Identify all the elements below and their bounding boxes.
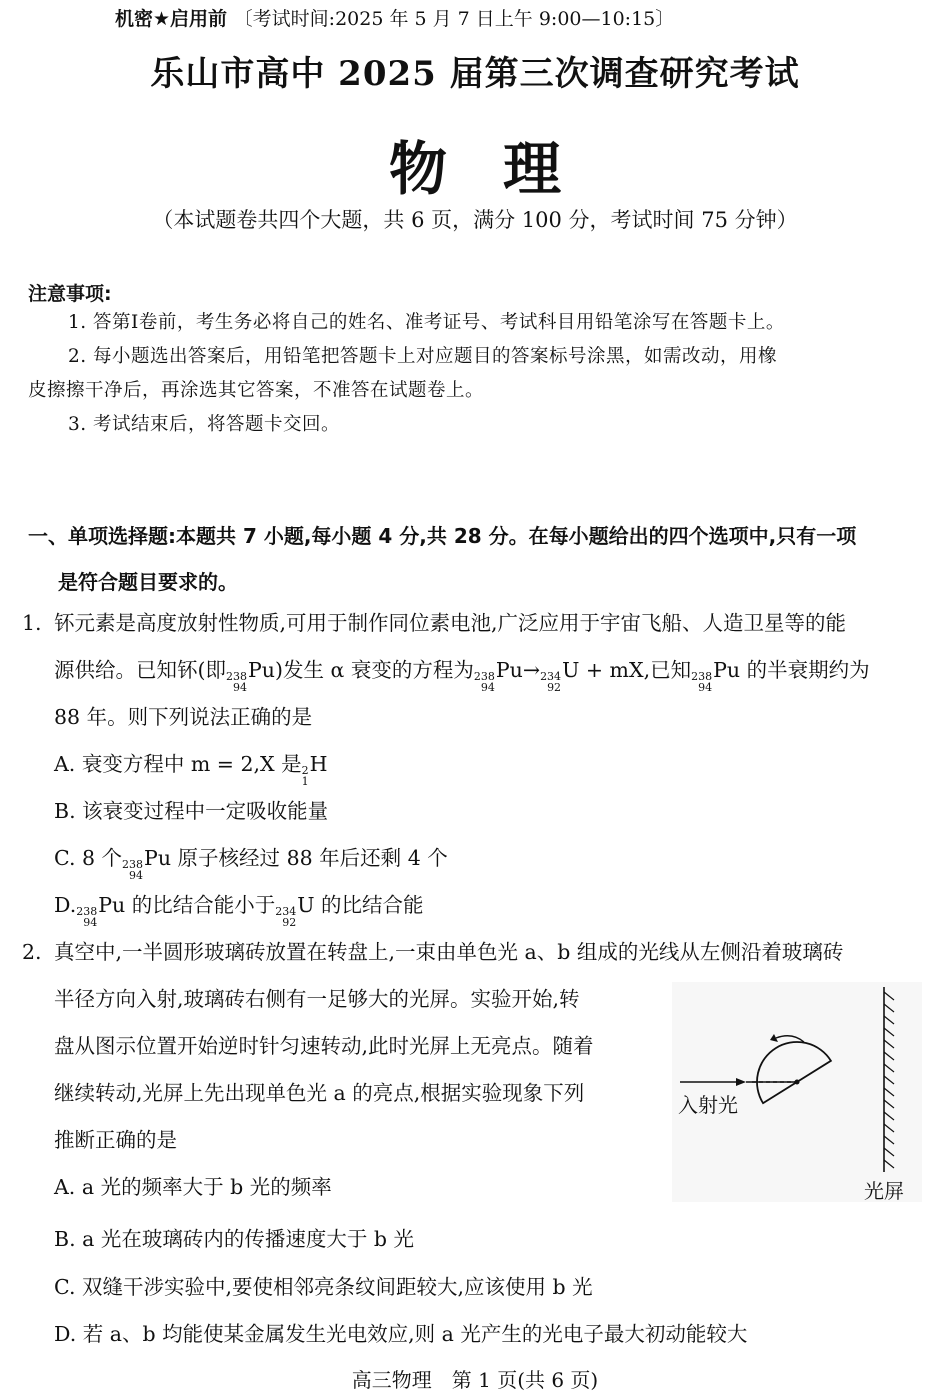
- section-heading: [28, 513, 928, 605]
- q1-line2: [54, 647, 870, 694]
- q1-text-part: Pu 的半衰期约为: [713, 658, 870, 682]
- pu-mass: 238: [473, 670, 495, 683]
- q1-option-a-symbol: H: [309, 752, 328, 776]
- pu-nuclide: [122, 835, 144, 882]
- pu-z: 94: [233, 681, 247, 694]
- note-item-3: 3. 考试结束后，将答题卡交回。: [68, 414, 341, 435]
- screen-hatching: [884, 992, 894, 1168]
- confidential-mark: [115, 4, 674, 31]
- h-z: 1: [301, 775, 309, 788]
- rotation-arrow-icon: [776, 1036, 804, 1042]
- q1-option-a: [54, 741, 328, 788]
- note-item-1: 1. 答第Ⅰ卷前，考生务必将自己的姓名、准考证号、考试科目用铅笔涂写在答题卡上。: [68, 312, 785, 333]
- u-z: 92: [282, 916, 297, 929]
- q2-line5: 推断正确的是: [54, 1128, 177, 1152]
- note-item-2-cont: 皮擦擦干净后，再涂选其它答案，不准答在试题卷上。: [28, 380, 485, 401]
- q2-line1: 真空中,一半圆形玻璃砖放置在转盘上,一束由单色光 a、b 组成的光线从左侧沿着玻璃砖: [54, 940, 844, 964]
- section-heading-line2: 是符合题目要求的。: [58, 570, 238, 594]
- q1-number: 1.: [22, 611, 42, 635]
- q1-option-c-text: Pu 原子核经过 88 年后还剩 4 个: [144, 846, 448, 870]
- q2-line2: 半径方向入射,玻璃砖右侧有一足够大的光屏。实验开始,转: [54, 987, 580, 1011]
- u-z: 92: [547, 681, 562, 694]
- section-heading-line1: 一、单项选择题:本题共 7 小题,每小题 4 分,共 28 分。在每小题给出的四个选项中,只有一项: [28, 524, 857, 548]
- pu-nuclide: [226, 647, 248, 694]
- q1-text-part: Pu→: [495, 658, 541, 682]
- q1-text-part: Pu)发生 α 衰变的方程为: [248, 658, 474, 682]
- q2-option-c: C. 双缝干涉实验中,要使相邻亮条纹间距较大,应该使用 b 光: [54, 1275, 593, 1299]
- pu-mass: 238: [691, 670, 713, 683]
- pu-z: 94: [83, 916, 98, 929]
- q1-option-b: B. 该衰变过程中一定吸收能量: [54, 799, 329, 823]
- q1-text-part: 源供给。已知钚(即: [54, 658, 226, 682]
- subject-title: 物理: [388, 135, 617, 203]
- optics-diagram-svg: [672, 982, 922, 1202]
- pu-z: 94: [129, 869, 144, 882]
- h-nuclide: [302, 741, 310, 788]
- exam-time: 〔考试时间:2025 年 5 月 7 日上午 9:00—10:15〕: [233, 8, 675, 30]
- ray-arrow-icon: [736, 1078, 746, 1086]
- pu-mass: 238: [122, 858, 144, 871]
- q1-option-d-text: U 的比结合能: [297, 893, 424, 917]
- screen-label: 光屏: [864, 1179, 904, 1202]
- q2-option-b: B. a 光在玻璃砖内的传播速度大于 b 光: [54, 1227, 414, 1251]
- q1-option-c-text: C. 8 个: [54, 846, 123, 870]
- exam-info: （本试题卷共四个大题，共 6 页，满分 100 分，考试时间 75 分钟）: [152, 208, 798, 232]
- q2-option-a: A. a 光的频率大于 b 光的频率: [54, 1175, 332, 1199]
- q1-option-d-text: Pu 的比结合能小于: [98, 893, 276, 917]
- u-mass: 234: [275, 905, 297, 918]
- pu-mass: 238: [226, 670, 247, 683]
- q1-option-d-text: D.: [54, 893, 77, 917]
- exam-title: 乐山市高中 2025 届第三次调查研究考试: [150, 54, 800, 94]
- q1-option-a-text: A. 衰变方程中 m = 2,X 是: [54, 752, 302, 776]
- q2-option-d: D. 若 a、b 均能使某金属发生光电效应,则 a 光产生的光电子最大初动能较大: [54, 1322, 748, 1346]
- h-mass: 2: [301, 764, 309, 777]
- secret-label: 机密★启用前: [115, 8, 228, 30]
- u-nuclide: [275, 882, 297, 929]
- pu-z: 94: [480, 681, 495, 694]
- pu-mass: 238: [76, 905, 98, 918]
- pu-z: 94: [698, 681, 713, 694]
- pu-nuclide: [691, 647, 713, 694]
- u-mass: 234: [540, 670, 562, 683]
- q1-text-part: U + mX,已知: [562, 658, 692, 682]
- incident-light-label: 入射光: [678, 1093, 738, 1117]
- q1-option-d: [54, 882, 424, 929]
- q2-number: 2.: [22, 940, 42, 964]
- q1-line3: 88 年。则下列说法正确的是: [54, 705, 313, 729]
- note-item-2: 2. 每小题选出答案后，用铅笔把答题卡上对应题目的答案标号涂黑，如需改动，用橡: [68, 346, 778, 367]
- notes-heading: 注意事项:: [28, 283, 112, 305]
- q1-line1: 钚元素是高度放射性物质,可用于制作同位素电池,广泛应用于宇宙飞船、人造卫星等的能: [54, 611, 847, 635]
- q1-option-c: [54, 835, 448, 882]
- pu-nuclide: [76, 882, 98, 929]
- page-footer: 高三物理 第 1 页(共 6 页): [351, 1368, 599, 1392]
- glass-brick: [742, 1027, 831, 1103]
- q2-line3: 盘从图示位置开始逆时针匀速转动,此时光屏上无亮点。随着: [54, 1034, 594, 1058]
- optics-diagram: [672, 982, 922, 1202]
- center-dot: [795, 1080, 800, 1085]
- pu-nuclide: [474, 647, 496, 694]
- q2-line4: 继续转动,光屏上先出现单色光 a 的亮点,根据实验现象下列: [54, 1081, 585, 1105]
- u-nuclide: [540, 647, 562, 694]
